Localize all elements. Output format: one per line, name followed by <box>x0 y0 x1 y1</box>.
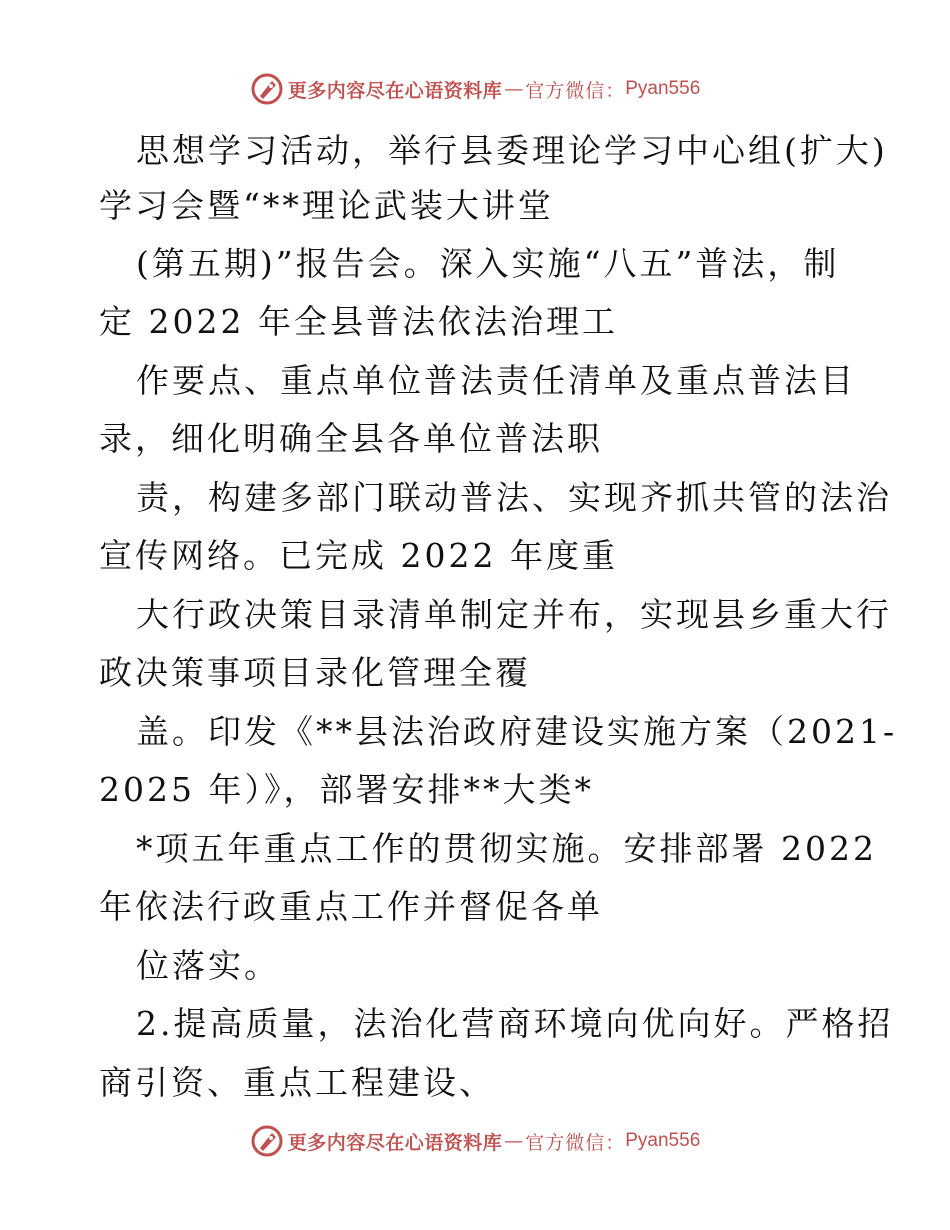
text-line: 盖。印发《**县法治政府建设实施方案（2021- <box>136 712 898 751</box>
header-promo-banner <box>0 72 950 106</box>
text-line: 责，构建多部门联动普法、实现齐抓共管的法治 <box>136 478 892 517</box>
text-line: 商引资、重点工程建设、 <box>99 1063 495 1102</box>
text-line: 大行政决策目录清单制定并布，实现县乡重大行 <box>136 595 892 634</box>
footer-promo-text: 更多内容尽在心语资料库 <box>287 1131 503 1154</box>
text-line: (第五期)”报告会。深入实施“八五”普法，制 <box>136 244 840 283</box>
text-line: 政决策事项目录化管理全覆 <box>99 653 531 692</box>
text-line: *项五年重点工作的贯彻实施。安排部署 2022 <box>136 829 877 868</box>
pen-nib-logo-icon <box>250 72 284 106</box>
text-line: 位落实。 <box>136 946 280 985</box>
header-promo-text: 更多内容尽在心语资料库 <box>287 79 503 102</box>
header-wechat-label: 官方微信： <box>525 79 626 102</box>
text-line: 思想学习活动，举行县委理论学习中心组(扩大) <box>136 131 888 170</box>
text-line: 作要点、重点单位普法责任清单及重点普法目 <box>136 361 856 400</box>
text-line: 宣传网络。已完成 2022 年度重 <box>99 536 618 575</box>
text-line: 录，细化明确全县各单位普法职 <box>99 419 603 458</box>
footer-wechat-label: 官方微信： <box>525 1131 626 1154</box>
text-line: 定 2022 年全县普法依法治理工 <box>99 302 618 341</box>
footer-promo-banner <box>0 1124 950 1158</box>
pen-nib-logo-icon <box>250 1124 284 1158</box>
text-line: 年依法行政重点工作并督促各单 <box>99 887 603 926</box>
footer-dash: — <box>504 1130 524 1152</box>
header-dash: — <box>504 78 524 100</box>
text-line: 2025 年）》，部署安排**大类* <box>99 770 594 809</box>
text-line: 2.提高质量，法治化营商环境向优向好。严格招 <box>136 1004 894 1043</box>
text-line: 学习会暨“**理论武装大讲堂 <box>99 186 554 225</box>
footer-wechat-id: Pyan556 <box>625 1130 701 1151</box>
header-wechat-id: Pyan556 <box>625 78 701 99</box>
